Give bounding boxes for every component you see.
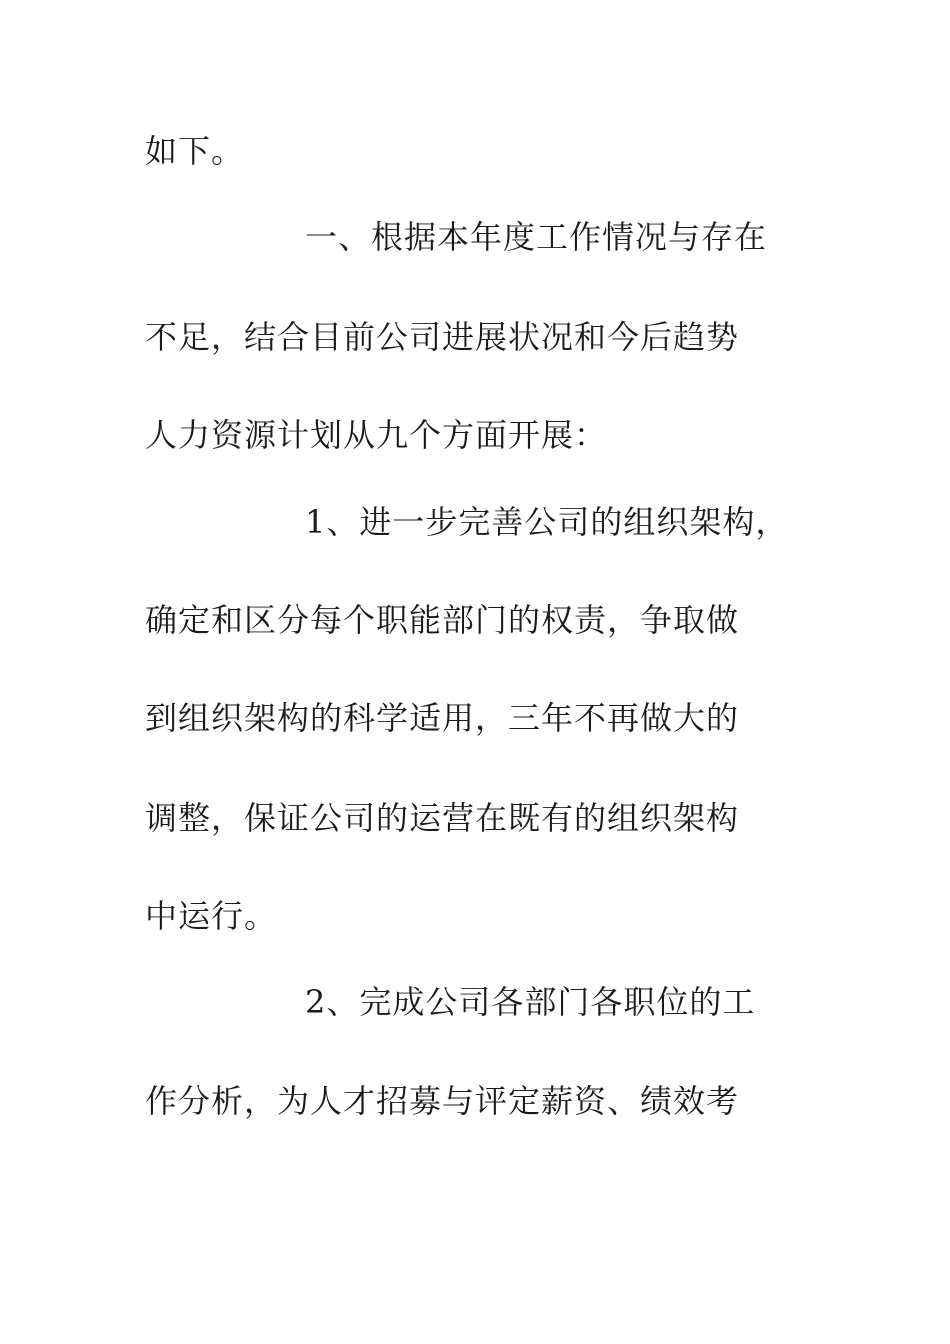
- text-line: 确定和区分每个职能部门的权责，争取做: [145, 601, 740, 639]
- text-line: 调整，保证公司的运营在既有的组织架构: [145, 799, 740, 837]
- text-line: 不足，结合目前公司进展状况和今后趋势: [145, 318, 740, 356]
- section-heading-line: 一、根据本年度工作情况与存在: [305, 218, 768, 256]
- text-line: 作分析，为人才招募与评定薪资、绩效考: [145, 1082, 740, 1120]
- list-item-line: 2、完成公司各部门各职位的工: [305, 983, 756, 1021]
- text-line: 到组织架构的科学适用，三年不再做大的: [145, 699, 740, 737]
- text-line: 如下。: [145, 132, 245, 170]
- text-line: 中运行。: [145, 897, 278, 935]
- text-line: 人力资源计划从九个方面开展：: [145, 416, 608, 454]
- list-item-line: 1、进一步完善公司的组织架构，: [305, 503, 789, 541]
